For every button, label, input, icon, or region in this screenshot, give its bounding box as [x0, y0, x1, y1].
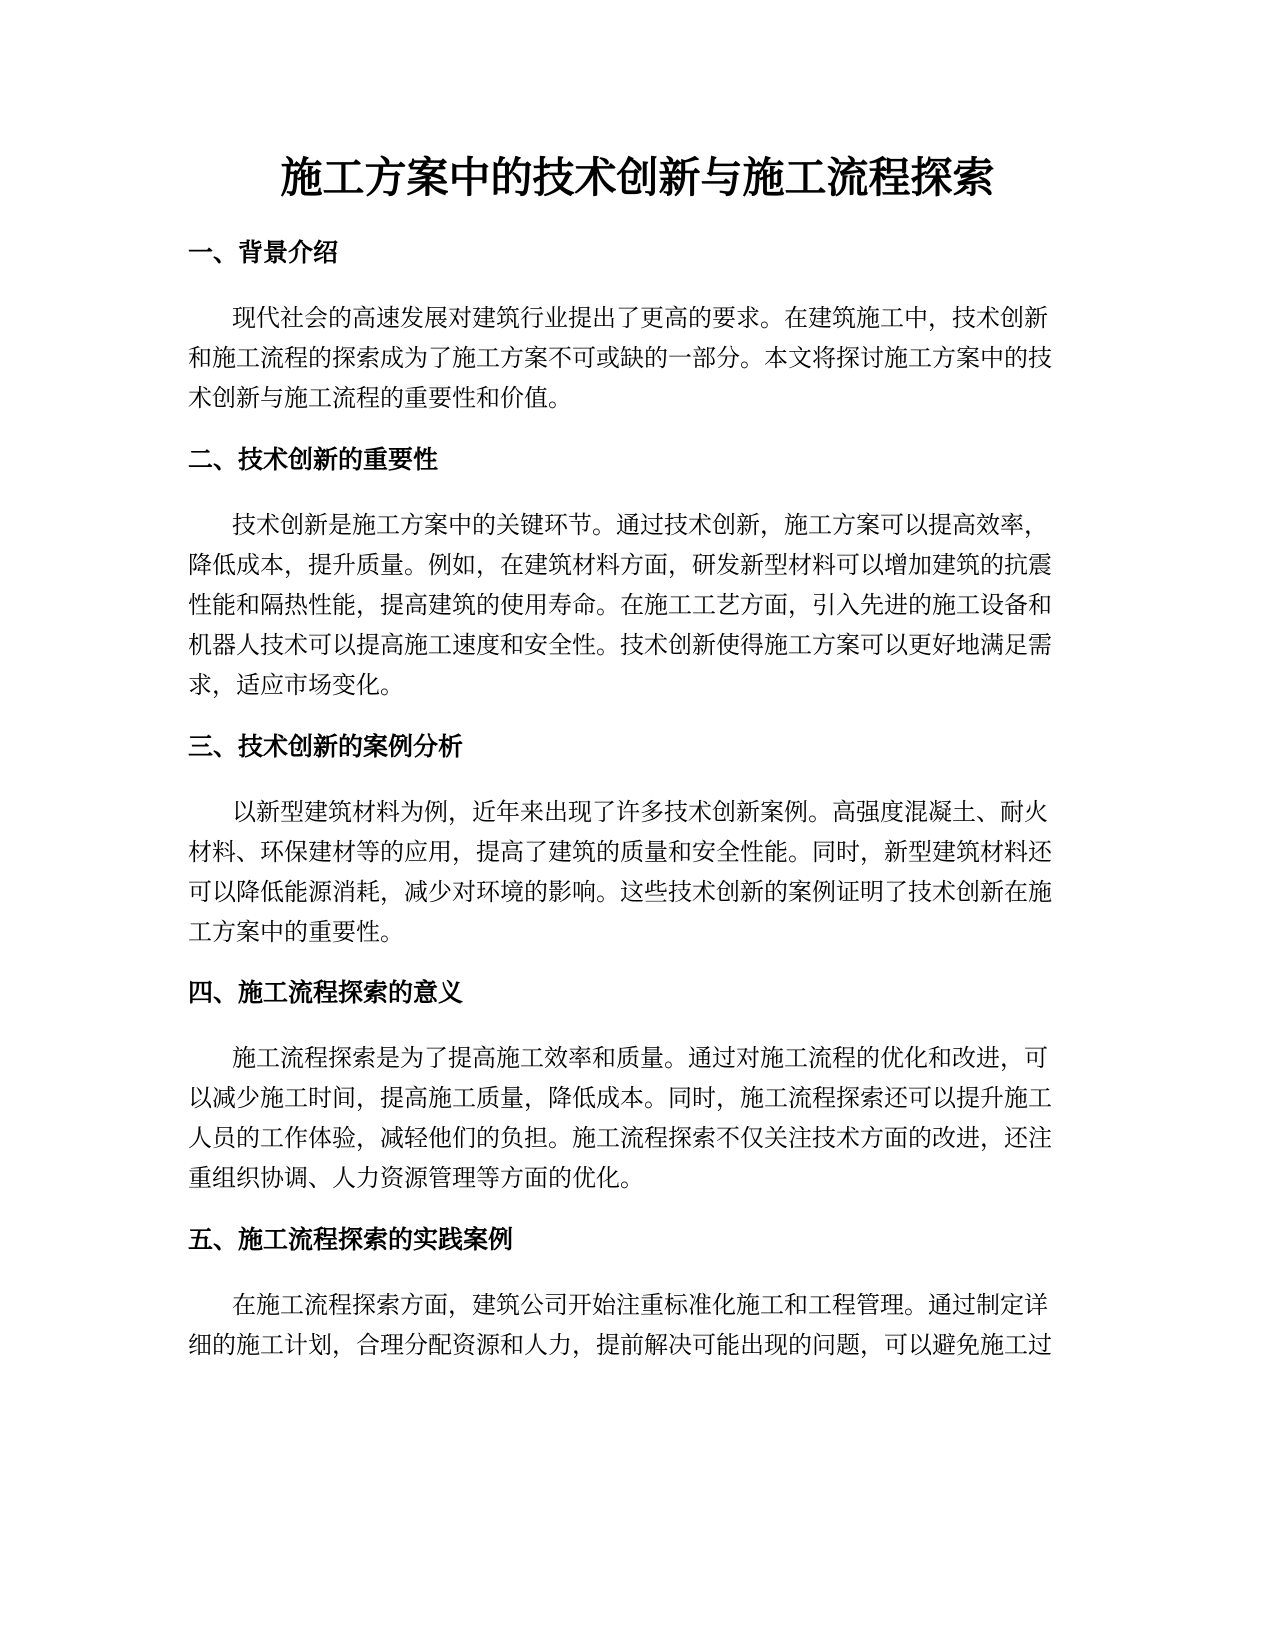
paragraph-line: 人员的工作体验，减轻他们的负担。施工流程探索不仅关注技术方面的改进，还注 [188, 1124, 1052, 1152]
section-paragraph [188, 1038, 1088, 1198]
paragraph-line: 机器人技术可以提高施工速度和安全性。技术创新使得施工方案可以更好地满足需 [188, 631, 1052, 659]
paragraph-line: 细的施工计划，合理分配资源和人力，提前解决可能出现的问题，可以避免施工过 [188, 1331, 1052, 1359]
paragraph-line: 以减少施工时间，提高施工质量，降低成本。同时，施工流程探索还可以提升施工 [188, 1084, 1052, 1112]
paragraph-line: 性能和隔热性能，提高建筑的使用寿命。在施工工艺方面，引入先进的施工设备和 [188, 591, 1052, 619]
section-paragraph [188, 792, 1088, 952]
section-heading: 一、背景介绍 [188, 238, 339, 267]
document-title: 施工方案中的技术创新与施工流程探索 [280, 153, 995, 202]
section-heading: 五、施工流程探索的实践案例 [188, 1225, 514, 1254]
paragraph-line: 在施工流程探索方面，建筑公司开始注重标准化施工和工程管理。通过制定详 [232, 1291, 1048, 1319]
section-paragraph [188, 505, 1088, 705]
section-process-practice [188, 1223, 1088, 1365]
section-paragraph [188, 298, 1088, 418]
section-heading: 二、技术创新的重要性 [188, 445, 439, 474]
section-process-significance [188, 976, 1088, 1198]
paragraph-line: 术创新与施工流程的重要性和价值。 [188, 384, 572, 412]
paragraph-line: 材料、环保建材等的应用，提高了建筑的质量和安全性能。同时，新型建筑材料还 [188, 838, 1052, 866]
section-heading: 三、技术创新的案例分析 [188, 732, 464, 761]
paragraph-line: 现代社会的高速发展对建筑行业提出了更高的要求。在建筑施工中，技术创新 [232, 304, 1048, 332]
paragraph-line: 和施工流程的探索成为了施工方案不可或缺的一部分。本文将探讨施工方案中的技 [188, 344, 1052, 372]
section-case-analysis [188, 730, 1088, 952]
paragraph-line: 求，适应市场变化。 [188, 671, 404, 699]
paragraph-line: 可以降低能源消耗，减少对环境的影响。这些技术创新的案例证明了技术创新在施 [188, 878, 1052, 906]
paragraph-line: 以新型建筑材料为例，近年来出现了许多技术创新案例。高强度混凝土、耐火 [232, 798, 1048, 826]
section-heading: 四、施工流程探索的意义 [188, 978, 464, 1007]
paragraph-line: 施工流程探索是为了提高施工效率和质量。通过对施工流程的优化和改进，可 [232, 1044, 1048, 1072]
section-background [188, 236, 1088, 418]
paragraph-line: 降低成本，提升质量。例如，在建筑材料方面，研发新型材料可以增加建筑的抗震 [188, 551, 1052, 579]
paragraph-line: 重组织协调、人力资源管理等方面的优化。 [188, 1164, 644, 1192]
section-paragraph [188, 1285, 1088, 1365]
section-importance [188, 443, 1088, 705]
paragraph-line: 工方案中的重要性。 [188, 918, 404, 946]
paragraph-line: 技术创新是施工方案中的关键环节。通过技术创新，施工方案可以提高效率， [232, 511, 1048, 539]
